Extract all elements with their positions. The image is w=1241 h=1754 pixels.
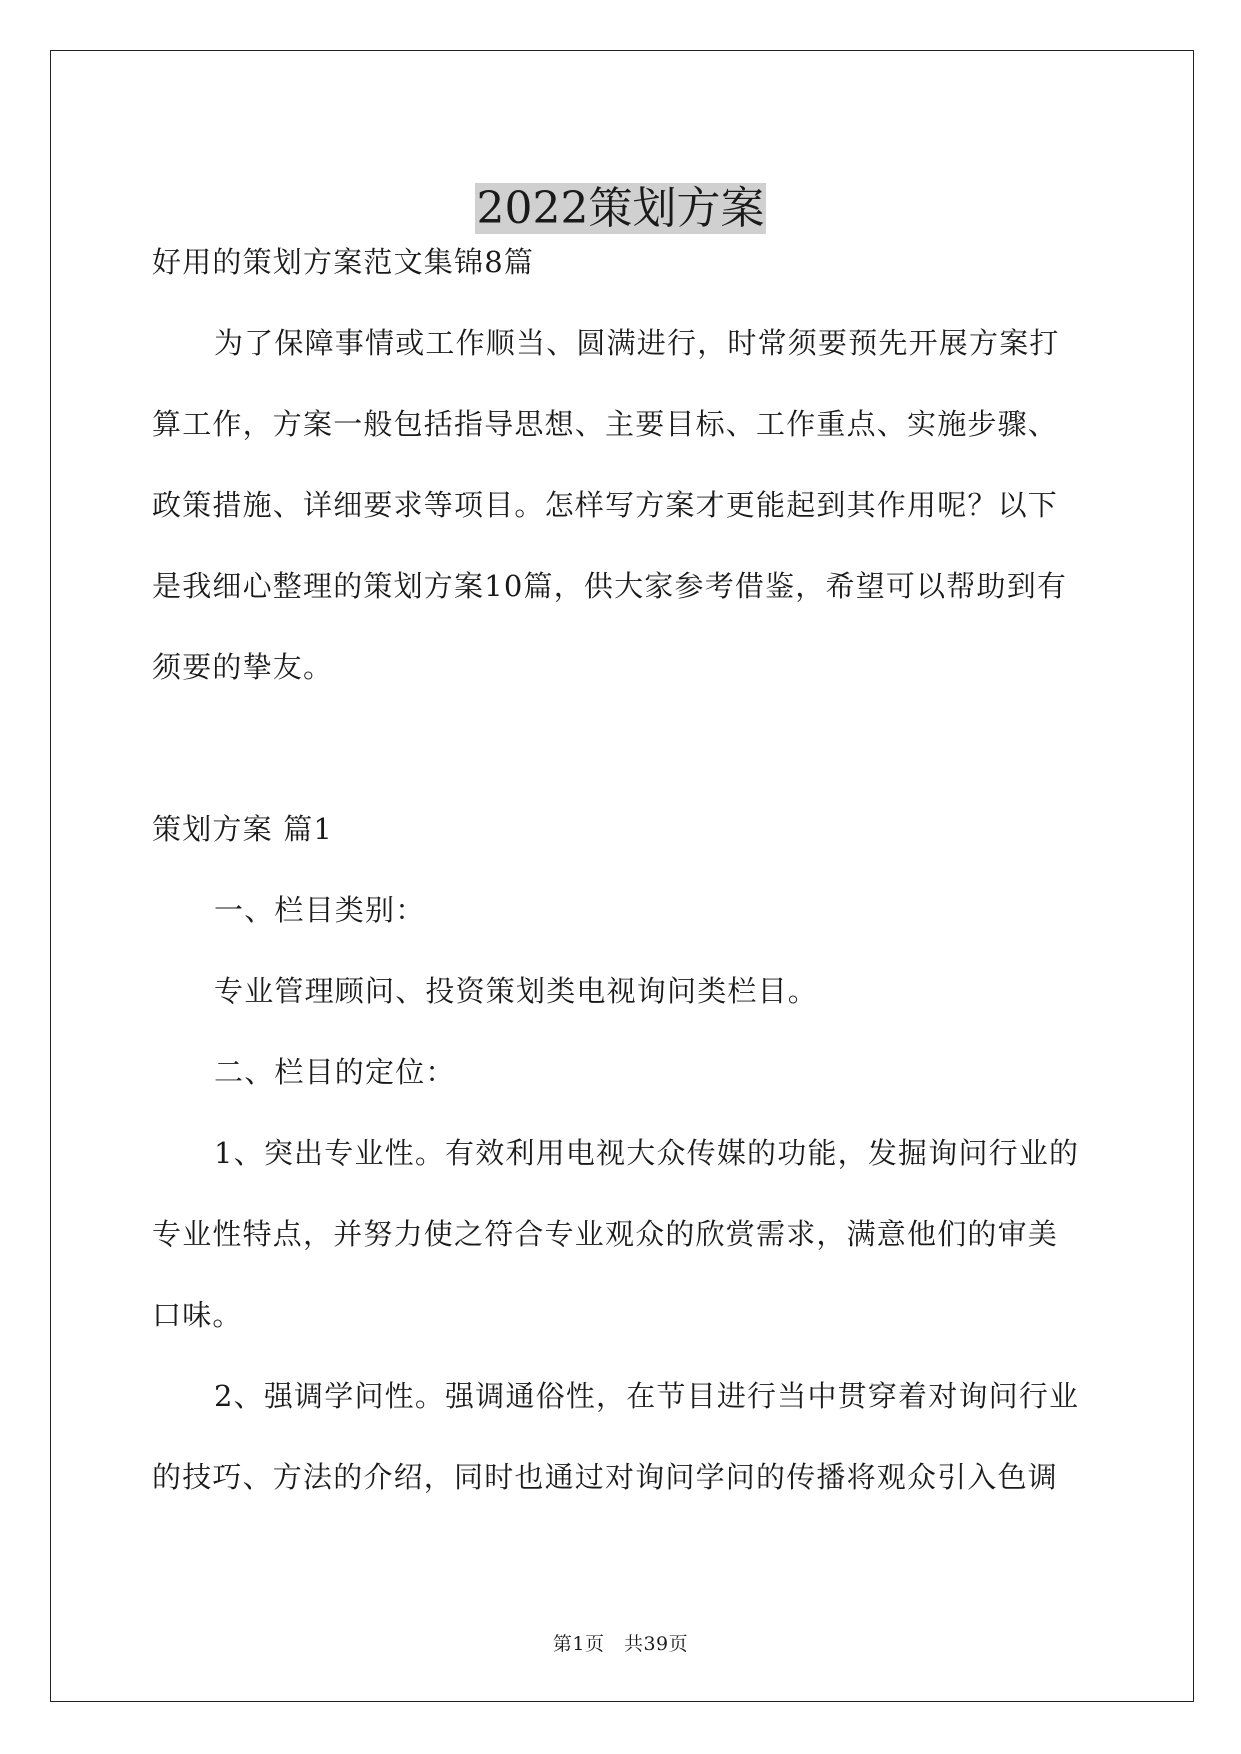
page-footer: 第1页 共39页: [552, 1633, 689, 1655]
body-line-2: 为了保障事情或工作顺当、圆满进行，时常须要预先开展方案打: [214, 326, 1060, 360]
body-line-3: 算工作，方案一般包括指导思想、主要目标、工作重点、实施步骤、: [152, 407, 1059, 441]
body-line-6: 须要的挚友。: [152, 650, 334, 684]
document-body: [152, 222, 1092, 1518]
body-line-13: 专业性特点，并努力使之符合专业观众的欣赏需求，满意他们的审美: [152, 1217, 1059, 1251]
body-line-9: 一、栏目类别：: [214, 893, 426, 927]
body-line-15: 2、强调学问性。强调通俗性，在节目进行当中贯穿着对询问行业: [214, 1379, 1080, 1413]
body-line-16: 的技巧、方法的介绍，同时也通过对询问学问的传播将观众引入色调: [152, 1460, 1059, 1494]
body-line-5: 是我细心整理的策划方案10篇，供大家参考借鉴，希望可以帮助到有: [152, 569, 1068, 603]
body-line-14: 口味。: [152, 1298, 243, 1332]
body-line-10: 专业管理顾问、投资策划类电视询问类栏目。: [214, 974, 819, 1008]
body-line-12: 1、突出专业性。有效利用电视大众传媒的功能，发掘询问行业的: [214, 1136, 1080, 1170]
body-line-11: 二、栏目的定位：: [214, 1055, 456, 1089]
blank-line: [152, 708, 1092, 789]
body-line-4: 政策措施、详细要求等项目。怎样写方案才更能起到其作用呢？以下: [152, 488, 1059, 522]
section-heading-1: 策划方案 篇1: [152, 812, 334, 846]
body-line-1: 好用的策划方案范文集锦8篇: [152, 245, 535, 279]
document-title-text: 2022策划方案: [476, 183, 765, 235]
